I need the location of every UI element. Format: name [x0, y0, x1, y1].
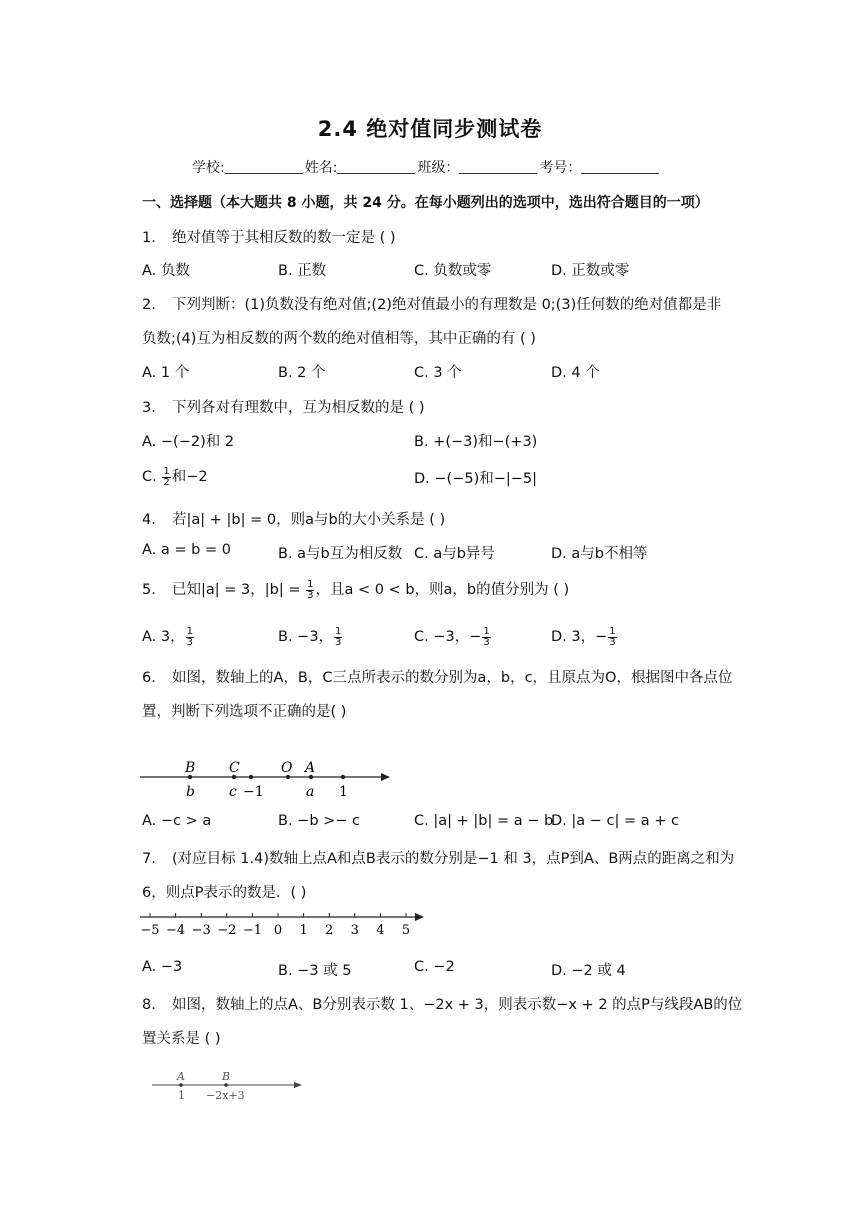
q7-option-b[interactable]: B. −3 或 5: [278, 963, 352, 979]
q8-number-line-figure: [150, 1066, 320, 1106]
q7-option-a[interactable]: A. −3: [142, 959, 183, 975]
q3-option-a[interactable]: A. −(−2)和 2: [142, 434, 235, 450]
q4-option-d[interactable]: D. a与b不相等: [551, 546, 648, 562]
q5-option-d[interactable]: [551, 625, 618, 648]
label-a: a: [306, 784, 315, 800]
section-heading: 一、选择题（本大题共 8 小题，共 24 分。在每小题列出的选项中，选出符合题目的一项）: [142, 195, 709, 211]
axis-arrow-icon: [415, 913, 424, 921]
label-A: A: [305, 760, 316, 776]
exam-no-blank[interactable]: [581, 159, 659, 174]
school-blank[interactable]: [225, 159, 303, 174]
question-2: [142, 293, 721, 314]
option-text: B. −3，: [278, 629, 334, 645]
option-text: D. 3，−: [551, 629, 608, 645]
fraction: [162, 467, 170, 488]
page-title: 2.4 绝对值同步测试卷: [317, 117, 543, 141]
q4-option-a[interactable]: A. a = b = 0: [142, 542, 231, 558]
question-number: 4.: [142, 512, 156, 528]
question-number: 5.: [142, 582, 156, 598]
q1-option-b[interactable]: B. 正数: [278, 263, 327, 279]
question-text: 若|a| + |b| = 0，则a与b的大小关系是 ( ): [172, 512, 446, 528]
question-text-post: ，且a < 0 < b，则a，b的值分别为 ( ): [315, 582, 570, 598]
question-8-continued: 置关系是 ( ): [142, 1031, 221, 1047]
q5-option-b[interactable]: [278, 625, 343, 648]
denominator: 3: [307, 589, 314, 601]
denominator: 3: [186, 636, 193, 648]
question-6-continued: 置，判断下列选项不正确的是( ): [142, 704, 347, 720]
question-text-line1: 下列判断：(1)负数没有绝对值;(2)绝对值最小的有理数是 0;(3)任何数的绝对值都是非: [172, 297, 722, 313]
question-8: [142, 993, 742, 1014]
numerator: 1: [307, 578, 314, 590]
class-blank[interactable]: [459, 159, 537, 174]
question-4: [142, 508, 445, 529]
tick-label: 2: [325, 923, 334, 938]
question-3: [142, 396, 425, 417]
q3-option-b[interactable]: B. +(−3)和−(+3): [414, 434, 538, 450]
label-C: C: [229, 760, 240, 776]
label-one: 1: [178, 1089, 185, 1102]
q2-option-d[interactable]: D. 4 个: [551, 365, 600, 381]
exam-no-label: 考号：: [539, 160, 582, 176]
option-text: 和−2: [171, 469, 208, 485]
label-A: A: [177, 1070, 185, 1083]
class-label: 班级：: [417, 160, 460, 176]
point-one-dot: [341, 775, 345, 779]
q6-number-line-figure: [138, 752, 398, 802]
question-text: 绝对值等于其相反数的数一定是 ( ): [172, 230, 396, 246]
tick-label: 5: [401, 923, 411, 938]
question-text-line1: 如图，数轴上的A，B，C三点所表示的数分别为a，b，c，且原点为O，根据图中各点位: [172, 670, 733, 686]
question-number: 1.: [142, 230, 156, 246]
q1-option-a[interactable]: A. 负数: [142, 263, 190, 279]
label-expr: −2x+3: [206, 1089, 245, 1102]
label-B: B: [185, 760, 196, 776]
name-blank[interactable]: [337, 159, 415, 174]
question-number: 7.: [142, 851, 156, 867]
question-number: 3.: [142, 400, 156, 416]
q1-option-c[interactable]: C. 负数或零: [414, 263, 492, 279]
tick-label: 1: [299, 923, 308, 938]
point-b-dot: [224, 1083, 228, 1087]
option-text: C. −3，−: [414, 629, 482, 645]
question-text-line1: (对应目标 1.4)数轴上点A和点B表示的数分别是−1 和 3，点P到A、B两点的距离之和为: [172, 851, 735, 867]
q4-option-c[interactable]: C. a与b异号: [414, 546, 495, 562]
fraction: [186, 627, 194, 648]
label-neg1: −1: [243, 784, 264, 800]
numerator: 1: [186, 625, 193, 637]
option-text: A. 3，: [142, 629, 185, 645]
question-number: 2.: [142, 297, 156, 313]
numerator: 1: [163, 465, 170, 477]
fraction: [306, 580, 314, 601]
question-text: 下列各对有理数中，互为相反数的是 ( ): [172, 400, 425, 416]
q6-option-a[interactable]: A. −c > a: [142, 813, 212, 829]
q6-option-c[interactable]: C. |a| + |b| = a − b: [414, 813, 554, 829]
tick-label: −4: [166, 923, 186, 938]
numerator: 1: [335, 625, 342, 637]
denominator: 3: [335, 636, 342, 648]
question-1: [142, 226, 396, 247]
question-2-continued: 负数;(4)互为相反数的两个数的绝对值相等，其中正确的有 ( ): [142, 331, 536, 347]
question-text-line1: 如图，数轴上的点A、B分别表示数 1、−2x + 3，则表示数−x + 2 的点P与线段AB的位: [172, 997, 743, 1013]
school-label: 学校:: [192, 160, 225, 176]
q1-option-d[interactable]: D. 正数或零: [551, 263, 630, 279]
fraction: [334, 627, 342, 648]
tick-label: 3: [350, 923, 359, 938]
label-one: 1: [339, 784, 348, 800]
denominator: 3: [609, 636, 616, 648]
tick-label: −3: [191, 923, 211, 938]
q4-option-b[interactable]: B. a与b互为相反数: [278, 546, 403, 562]
question-number: 8.: [142, 997, 156, 1013]
tick-label: 4: [376, 923, 385, 938]
question-6: [142, 666, 732, 687]
q7-option-c[interactable]: C. −2: [414, 959, 455, 975]
question-7: [142, 847, 734, 868]
axis-arrow-icon: [294, 1082, 302, 1088]
tick-label: 0: [273, 923, 283, 938]
student-info-line: [192, 157, 661, 177]
question-number: 6.: [142, 670, 156, 686]
q3-option-c[interactable]: [142, 465, 208, 488]
label-b: b: [186, 784, 195, 800]
q5-option-c[interactable]: [414, 625, 492, 648]
denominator: 2: [163, 476, 170, 488]
name-label: 姓名:: [304, 160, 338, 176]
numerator: 1: [483, 625, 490, 637]
label-O: O: [281, 760, 293, 776]
q6-option-b[interactable]: B. −b >− c: [278, 813, 361, 829]
option-letter: C.: [142, 469, 157, 485]
tick-label: −1: [242, 923, 262, 938]
fraction: [608, 627, 616, 648]
point-neg1-dot: [249, 775, 253, 779]
question-5: [142, 578, 569, 601]
q2-option-c[interactable]: C. 3 个: [414, 365, 462, 381]
q2-option-b[interactable]: B. 2 个: [278, 365, 326, 381]
tick-label: −2: [217, 923, 237, 938]
point-a-dot: [179, 1083, 183, 1087]
q3-option-d[interactable]: D. −(−5)和−|−5|: [414, 471, 538, 487]
tick-label: −5: [140, 923, 160, 938]
axis-arrow-icon: [381, 773, 390, 781]
question-text-pre: 已知|a| = 3，|b| =: [172, 582, 301, 598]
q7-number-line-figure: [138, 906, 438, 940]
label-c: c: [229, 784, 237, 800]
q7-option-d[interactable]: D. −2 或 4: [551, 963, 626, 979]
label-B: B: [222, 1070, 231, 1083]
numerator: 1: [609, 625, 616, 637]
denominator: 3: [483, 636, 490, 648]
q5-option-a[interactable]: [142, 625, 195, 648]
q6-option-d[interactable]: D. |a − c| = a + c: [551, 813, 679, 829]
q2-option-a[interactable]: A. 1 个: [142, 365, 190, 381]
fraction: [482, 627, 490, 648]
question-7-continued: 6，则点P表示的数是．( ): [142, 885, 307, 901]
